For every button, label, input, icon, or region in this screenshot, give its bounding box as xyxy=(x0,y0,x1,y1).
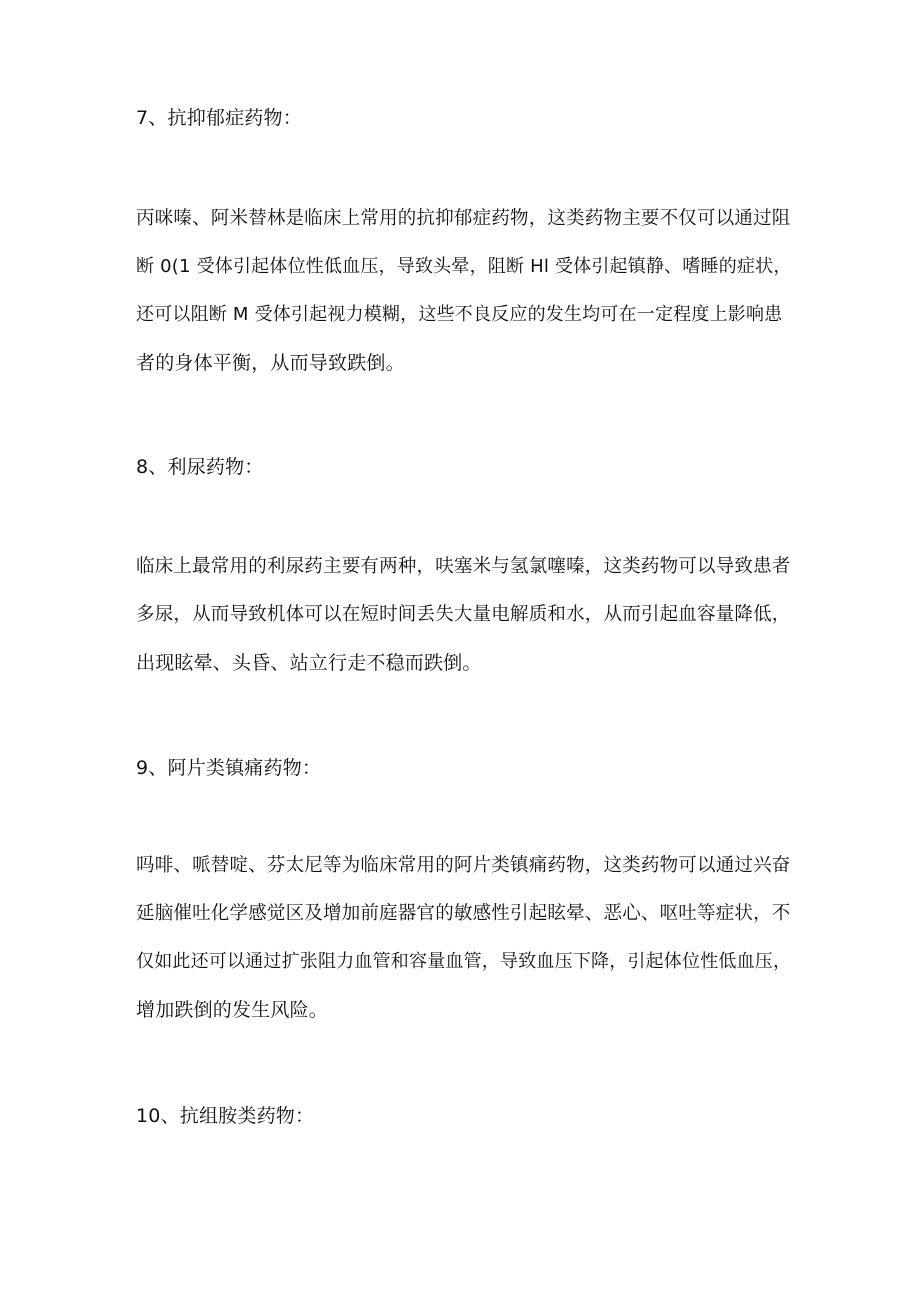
paragraph-line: 增加跌倒的发生风险。 xyxy=(136,999,329,1021)
paragraph-line: 者的身体平衡，从而导致跌倒。 xyxy=(136,352,405,374)
paragraph-line: 仅如此还可以通过扩张阻力血管和容量血管，导致血压下降，引起体位性低血压， xyxy=(136,951,792,972)
paragraph-line: 临床上最常用的利尿药主要有两种，呋塞米与氢氯噻嗪，这类药物可以导致患者 xyxy=(136,556,791,577)
section-8-heading: 8、利尿药物： xyxy=(136,456,264,478)
paragraph-line: 断 0(1 受体引起体位性低血压，导致头晕，阻断 Hl 受体引起镇静、嗜睡的症状， xyxy=(136,256,792,277)
section-7-paragraph xyxy=(136,195,796,387)
paragraph-line: 丙咪嗪、阿米替林是临床上常用的抗抑郁症药物，这类药物主要不仅可以通过阻 xyxy=(136,208,791,229)
paragraph-line: 吗啡、哌替啶、芬太尼等为临床常用的阿片类镇痛药物，这类药物可以通过兴奋 xyxy=(136,855,791,876)
paragraph-line: 多尿，从而导致机体可以在短时间丢失大量电解质和水，从而引起血容量降低， xyxy=(136,604,791,625)
section-8-paragraph xyxy=(136,543,796,687)
paragraph-line: 还可以阻断 M 受体引起视力模糊，这些不良反应的发生均可在一定程度上影响患 xyxy=(136,304,783,325)
paragraph-line: 延脑催吐化学感觉区及增加前庭器官的敏感性引起眩晕、恶心、呕吐等症状，不 xyxy=(136,903,791,924)
section-9-heading: 9、阿片类镇痛药物： xyxy=(136,757,322,779)
section-9-paragraph xyxy=(136,842,796,1034)
section-10-heading: 10、抗组胺类药物： xyxy=(136,1105,315,1127)
paragraph-line: 出现眩晕、头昏、站立行走不稳而跌倒。 xyxy=(136,652,482,674)
section-7-heading: 7、抗抑郁症药物： xyxy=(136,107,302,129)
